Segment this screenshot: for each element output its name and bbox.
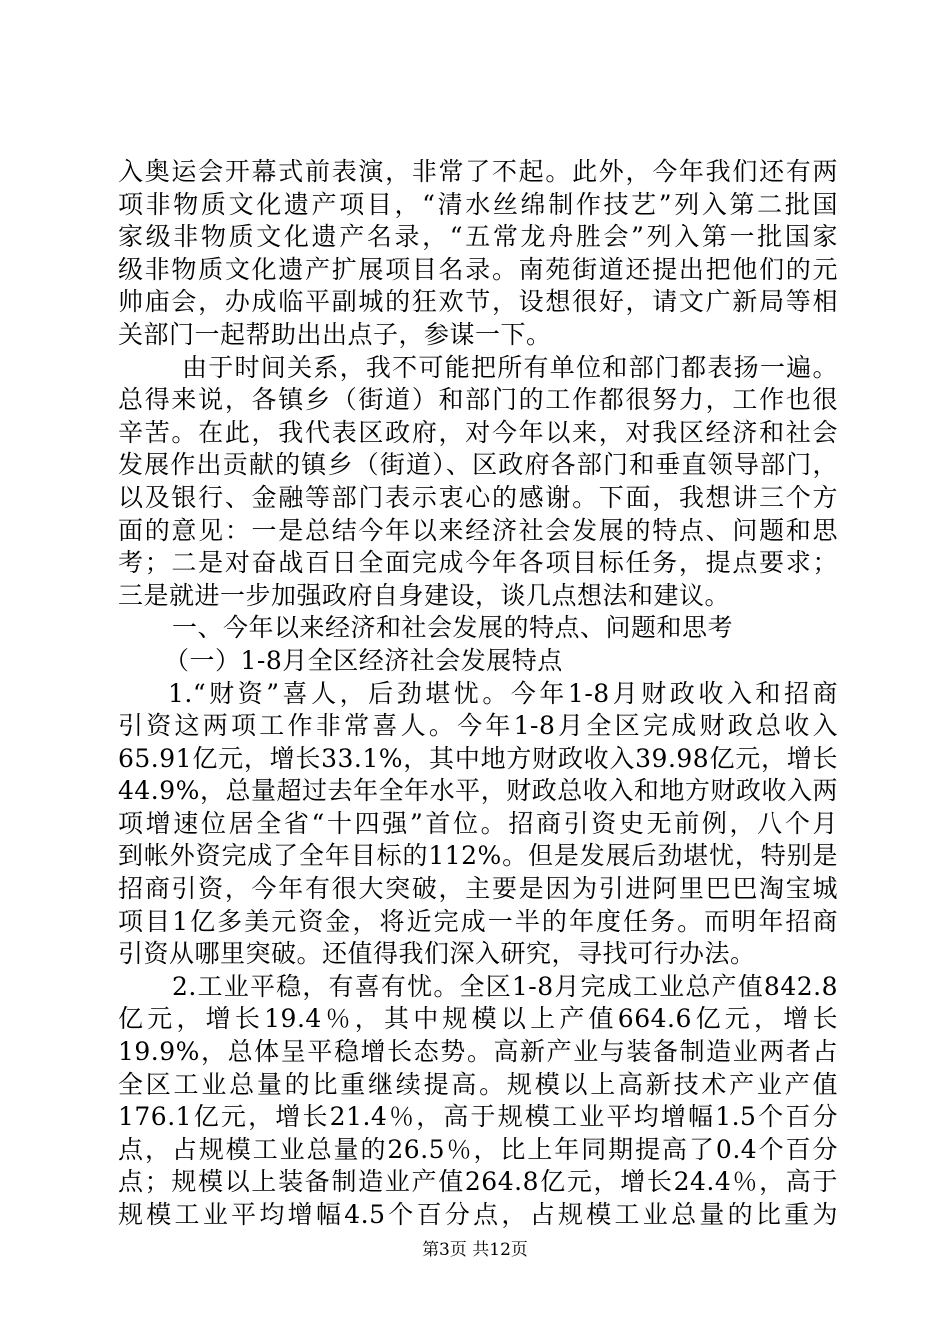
text-line: 以及银行、金融等部门表示衷心的感谢。下面，我想讲三个方 [118, 482, 838, 512]
body-text [118, 156, 838, 1232]
text-line: 关部门一起帮助出出点子，参谋一下。 [118, 319, 552, 349]
text-line: 总得来说，各镇乡（街道）和部门的工作都很努力，工作也很 [118, 385, 838, 415]
text-line: 点；规模以上装备制造业产值264.8亿元，增长24.4％，高于 [118, 1167, 838, 1197]
text-line: 辛苦。在此，我代表区政府，对今年以来，对我区经济和社会 [118, 417, 838, 447]
text-line: 考；二是对奋战百日全面完成今年各项目标任务，提点要求； [118, 548, 838, 578]
text-line: 65.91亿元，增长33.1%，其中地方财政收入39.98亿元，增长 [118, 743, 838, 773]
text-line: 入奥运会开幕式前表演，非常了不起。此外，今年我们还有两 [118, 157, 838, 186]
text-line: 全区工业总量的比重继续提高。规模以上高新技术产业产值 [118, 1069, 838, 1099]
text-line: 一、今年以来经济和社会发展的特点、问题和思考 [172, 613, 734, 643]
text-line: 引资这两项工作非常喜人。今年1-8月全区完成财政总收入 [118, 711, 838, 741]
text-line: 项增速位居全省“十四强”首位。招商引资史无前例，八个月 [118, 808, 838, 838]
text-line: 2.工业平稳，有喜有忧。全区1-8月完成工业总产值842.8 [172, 971, 838, 1001]
page-footer: 第3页 共12页 [422, 1240, 528, 1260]
text-line: 19.9%，总体呈平稳增长态势。高新产业与装备制造业两者占 [118, 1037, 838, 1067]
text-line: 家级非物质文化遗产名录，“五常龙舟胜会”列入第一批国家 [118, 222, 838, 252]
text-line: 由于时间关系，我不可能把所有单位和部门都表扬一遍。 [182, 352, 838, 382]
text-line: 发展作出贡献的镇乡（街道）、区政府各部门和垂直领导部门， [118, 450, 838, 480]
text-line: 到帐外资完成了全年目标的112%。但是发展后劲堪忧，特别是 [118, 841, 838, 871]
text-line: 招商引资，今年有很大突破，主要是因为引进阿里巴巴淘宝城 [118, 874, 838, 904]
text-line: 1.“财资”喜人，后劲堪忧。今年1-8月财政收入和招商 [168, 678, 838, 708]
text-line: 点，占规模工业总量的26.5％，比上年同期提高了0.4个百分 [118, 1134, 838, 1164]
text-line: 44.9%，总量超过去年全年水平，财政总收入和地方财政收入两 [118, 776, 838, 806]
text-line: （一）1-8月全区经济社会发展特点 [164, 645, 563, 675]
text-line: 级非物质文化遗产扩展项目名录。南苑街道还提出把他们的元 [118, 254, 838, 284]
text-line: 引资从哪里突破。还值得我们深入研究，寻找可行办法。 [118, 939, 756, 969]
text-line: 项目1亿多美元资金，将近完成一半的年度任务。而明年招商 [118, 906, 838, 936]
text-line: 176.1亿元，增长21.4％，高于规模工业平均增幅1.5个百分 [118, 1102, 838, 1132]
text-line: 三是就进一步加强政府自身建设，谈几点想法和建议。 [118, 580, 731, 610]
text-line: 亿元，增长19.4％，其中规模以上产值664.6亿元，增长 [118, 1004, 838, 1034]
text-line: 帅庙会，办成临平副城的狂欢节，设想很好，请文广新局等相 [118, 287, 838, 317]
text-line: 规模工业平均增幅4.5个百分点，占规模工业总量的比重为 [118, 1200, 838, 1229]
text-line: 面的意见：一是总结今年以来经济社会发展的特点、问题和思 [118, 515, 838, 545]
text-line: 项非物质文化遗产项目，“清水丝绵制作技艺”列入第二批国 [118, 189, 838, 219]
